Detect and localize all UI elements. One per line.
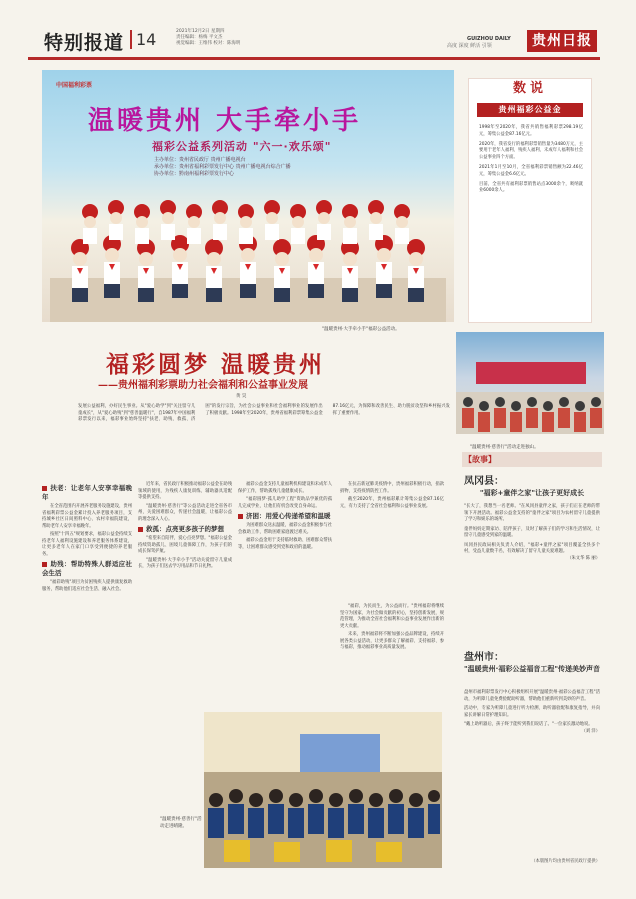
story-body: [464, 690, 600, 735]
dushan-crowd-illustration: [456, 332, 604, 434]
sidebar-band: 贵州福彩公益金: [477, 103, 583, 117]
page-number: 14: [130, 30, 156, 49]
square-bullet-icon: [138, 527, 143, 532]
article-column: [340, 604, 444, 654]
paragraph: "戴上助听器后，孩子终于能听到我们说话了。"一位家长激动地说。: [464, 722, 593, 727]
banner-subtitle: 福彩公益系列活动 "六一·欢乐颂": [152, 140, 332, 153]
data-sidebar: [468, 78, 592, 323]
photo-caption: "温暖贵州·慈善行"活动走进独山。: [470, 445, 539, 450]
paragraph: 为困难群众送去温暖，福彩公益金积极参与社会救助工作，帮助困难家庭渡过难关。: [238, 523, 332, 535]
article-column: [42, 482, 132, 595]
paragraph: "温暖贵州·大手牵小手"活动关爱留守儿童成长，为孩子们送去学习用品和节日礼物。: [138, 557, 232, 569]
event-photo: [42, 70, 454, 322]
paragraph: "福彩圆梦·孤儿助学工程"资助品学兼优的孤儿完成学业，让他们有机会改变自身命运。: [238, 497, 332, 509]
organizer-line: 主办单位：贵州省民政厅 贵州广播电视台: [154, 157, 246, 163]
paragraph: 近年来，省民政厅积极推动福彩公益金在助残领域的使用，为残疾人康复训练、辅助器具适配等提供支持。: [138, 482, 232, 500]
lottery-logo: 中国福利彩票: [56, 82, 93, 89]
headline: 福彩圆梦 温暖贵州: [106, 351, 326, 378]
paragraph: 活动中，专家为听障儿童进行听力检测、助听器验配和康复指导，并向家长讲解日常护理知识。: [464, 706, 600, 718]
event-photo-qinglong: [204, 712, 442, 868]
paragraph: 在全省范围内开展养老服务设施建设，贵州省福利彩票公益金累计投入养老服务项目，支持城乡社区日间照料中心、农村幸福院建设，帮助老年人安享幸福晚年。: [42, 504, 132, 529]
paragraph: 盘州市福利彩票发行中心积极组织开展"温暖贵州·福彩公益福音工程"活动，为听障儿童免费验配助听器，帮助他们重新听到美妙的声音。: [464, 690, 600, 702]
subheading: 济困：用爱心传递希望和温暖: [238, 512, 332, 521]
photo-caption: "温暖贵州·慈善行"活动走进晴隆。: [160, 817, 202, 829]
story-tag: 【故事】: [462, 452, 602, 467]
sidebar-paragraph: 1998年至2020年，我省共销售福利彩票298.19亿元，筹集公益金87.16亿元。: [479, 125, 583, 137]
subheading: 助残：帮助特殊人群适应社会生活: [42, 560, 132, 577]
paragraph: "温暖贵州·慈善行"等公益活动走进全省各市州，关爱困难群众，传递社会温暖，让福彩公益的理念深入人心。: [138, 503, 232, 522]
photo-credit: （本版图片均由贵州省民政厅提供）: [531, 859, 600, 864]
page-header: [0, 0, 636, 62]
story-body: [464, 504, 600, 562]
square-bullet-icon: [238, 514, 243, 519]
story-county: 盘州市：: [464, 652, 504, 663]
photo-caption: "温暖贵州·大手牵小手"福彩公益活动。: [322, 327, 400, 332]
paragraph: "希望来自陪伴，爱心点亮梦想。"福彩公益金持续资助孤儿、困境儿童保障工作，为孩子们的成长保驾护航。: [138, 536, 232, 554]
issue-date: 2021年12月2日 星期四: [176, 29, 225, 34]
event-photo-dushan: [456, 332, 604, 434]
section-title: 特别报道: [44, 32, 125, 54]
article-column: [238, 482, 332, 553]
lead-paragraph: 发展公益福利，办好民生事业。从"爱心助学"到"关注留守儿童成长"，从"爱心助残"到"慈善温暖行"，自1987年中国福利彩票发行以来，福彩事业始终坚持"扶老、助残、救孤、济困"的发行宗旨，为社会公益事业和社会福利事业的发展作出了积极贡献。1998年至2020年，贵州省福利彩票筹集公益金87.16亿元，为保障和改善民生、助力脱贫攻坚和乡村振兴发挥了重要作用。: [78, 404, 450, 422]
subheadline: ——贵州福利彩票助力社会福利和公益事业发展: [98, 380, 308, 391]
visual-editor-line: 视觉编辑：王维伟 校对：陈海明: [176, 41, 241, 46]
subheading: 救孤：点亮更多孩子的梦想: [138, 525, 232, 534]
paragraph: 童伴妈妈定期家访、陪伴孩子，及时了解孩子们的学习和生活情况，让留守儿童感受到家的温暖。: [464, 526, 600, 538]
story-signature: （刘 洋）: [581, 728, 600, 734]
paragraph: 在抗击新冠肺炎疫情中，贵州福彩积极行动，捐款捐物，支持疫情防控工作。: [340, 482, 444, 494]
issue-meta: [176, 29, 316, 47]
editor-line: 责任编辑：杨梅 平文杰: [176, 35, 223, 40]
story-title: "温暖贵州·福彩公益福音工程"传递美妙声音: [464, 665, 600, 673]
story-county: 凤冈县：: [464, 476, 504, 487]
square-bullet-icon: [42, 562, 47, 567]
paragraph: 未来，贵州福彩将不断加强公益品牌建设，持续开展各类公益活动，让更多群众了解福彩、支持福彩、参与福彩，推动福彩事业高质量发展。: [340, 632, 444, 650]
organizer-line: 承办单位：贵州省福利彩票发行中心 贵州广播电视台综合广播: [154, 164, 291, 170]
paragraph: 按照"十四五"规划要求，福彩公益金持续支持老年人福利设施建设和养老服务体系建设，让更多老年人在家门口享受到便捷的养老服务。: [42, 532, 132, 557]
paragraph: "福彩助残"项目为贫困残疾人提供康复救助服务，帮助他们适应社会生活、融入社会。: [42, 580, 132, 592]
sidebar-paragraph: 2020年，我省发行的福利彩票销售量为3480万元，主要用于老年人福利、残疾人福利、未成年人福利和社会公益事业四个方面。: [479, 141, 583, 161]
story-title: "福彩+童伴之家"让孩子更好成长: [479, 489, 585, 497]
square-bullet-icon: [42, 486, 47, 491]
qinglong-crowd-illustration: [204, 712, 442, 868]
sidebar-heading: 数说: [512, 81, 547, 96]
paragraph: "福彩，为民而生，为公益而行。"贵州福彩将继续坚守为国家、为社会做贡献的初心，坚持创新发展，规范管理，为推动全省社会福利和公益事业发展作出新的更大贡献。: [340, 604, 444, 629]
story-signature: （朱文华 陈 丽）: [567, 555, 600, 561]
paragraph: "长大了，我想当一名老师。"在凤冈县童伴之家，孩子们正在老师的带领下开展活动。福彩公益金支持的"童伴之家"项目为农村留守儿童提供了学习和娱乐的场所。: [464, 504, 600, 522]
sidebar-paragraph: 2021年1月至10月，全省福利彩票销售额为22.46亿元，筹集公益金6.6亿元。: [479, 164, 583, 177]
masthead-logo: 贵州日报: [527, 30, 597, 52]
paragraph: 凤冈县民政局相关负责人介绍，"福彩+童伴之家"项目覆盖全县多个村，受益儿童数千名，有效解决了留守儿童关爱难题。: [464, 542, 600, 554]
subheading: 扶老：让老年人安享幸福晚年: [42, 484, 132, 501]
children-group-illustration: [50, 182, 446, 322]
sidebar-text: [479, 125, 583, 195]
byline: 黄 昊: [236, 394, 247, 399]
banner-organizers: [154, 157, 394, 178]
header-rule: [28, 57, 600, 60]
paragraph: 福彩公益金用于支持临时救助、困难群众帮扶等，让困难群众感受到党和政府的温暖。: [238, 538, 332, 550]
paragraph: 截至2020年，贵州福彩累计筹集公益金87.16亿元，有力支持了全省社会福利和公益事业发展。: [340, 497, 444, 509]
paragraph: 福彩公益金支持儿童福利机构建设和未成年人保护工作，帮助孤残儿童健康成长。: [238, 482, 332, 494]
banner-title: 温暖贵州 大手牵小手: [88, 106, 362, 136]
article-column: [340, 482, 444, 512]
paper-name-en: GUIZHOU DAILY: [467, 36, 511, 42]
organizer-line: 协办单位：黔南州福利彩票发行中心: [154, 171, 235, 177]
article-column: [138, 482, 232, 573]
sidebar-paragraph: 目前，全省共有福利彩票销售站点3000余个，吸纳就业6000余人。: [479, 181, 583, 194]
paper-slogan: 高度 深度 鲜活 引领: [447, 43, 492, 49]
